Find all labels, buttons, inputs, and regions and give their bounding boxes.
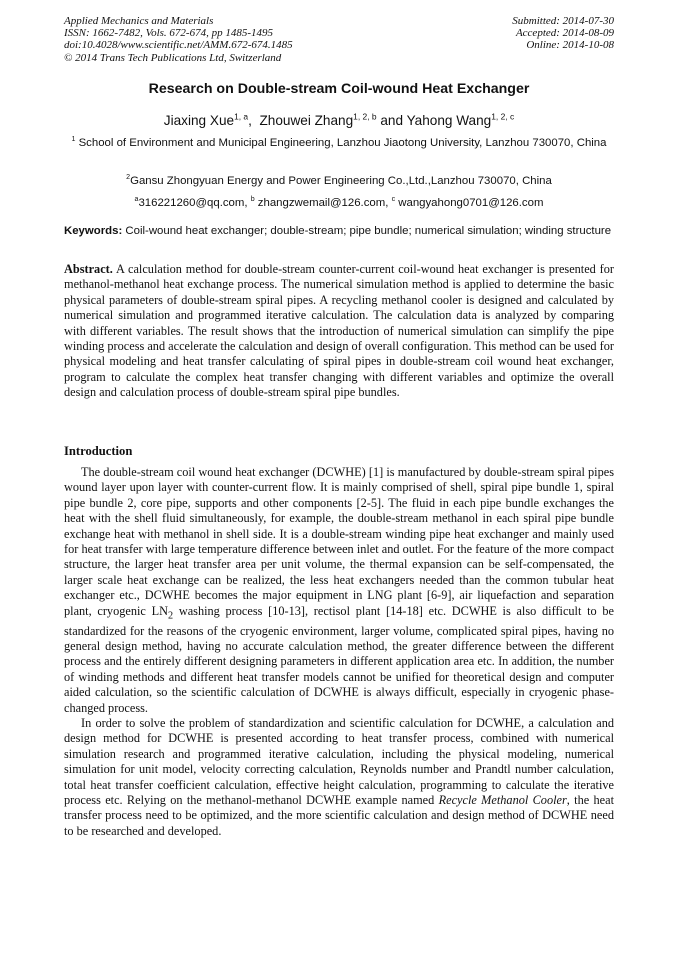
- abstract-label: Abstract.: [64, 262, 113, 276]
- intro-p2-part-b: , the heat transfer process need to be optimized, and the more scientific calculation and design method of DCWHE need to be researched and developed.: [64, 792, 614, 838]
- keywords-text: Coil-wound heat exchanger; double-stream; pipe bundle; numerical simulation; winding structure: [122, 225, 612, 237]
- affiliation-2-text: Gansu Zhongyuan Energy and Power Engineering Co.,Ltd.,Lanzhou 730070, China: [130, 175, 552, 187]
- author-list: [0, 113, 678, 128]
- author-separator-2: and: [376, 113, 407, 128]
- email-c-sup: c: [391, 196, 396, 204]
- doi-line: doi:10.4028/www.scientific.net/AMM.672-674.1485: [64, 39, 293, 52]
- introduction-paragraph-2: [64, 716, 614, 839]
- introduction-body: [64, 465, 614, 839]
- intro-p1-part-b: washing process [10-13], rectisol plant [14-18] etc. DCWHE is also difficult to be standardized for the reasons of the cryogenic environment, larger volume, complicated spiral pipes, having no general design method, having no accurate calculation method, the greater difference between the different process and the entirely different designing parameters in different application area etc. In addition, the number of winding methods and different heat transfer models cannot be unified for theoretical design and computer aided calculation, so the scientific calculation of DCWHE is always difficult, especially in cryogenic phase-changed process.: [64, 603, 615, 715]
- affiliation-1-sup: 1: [71, 136, 76, 144]
- abstract: [64, 262, 614, 401]
- author-2-name: Zhouwei Zhang: [259, 113, 354, 128]
- header-right: [512, 15, 614, 52]
- affiliation-2-sup: 2: [126, 174, 131, 182]
- author-3-sup: 1, 2, c: [491, 111, 515, 122]
- keywords: [64, 224, 614, 239]
- intro-p2-italic: Recycle Methanol Cooler: [438, 792, 567, 807]
- accepted-date: Accepted: 2014-08-09: [515, 27, 614, 40]
- affiliation-1-text: School of Environment and Municipal Engineering, Lanzhou Jiaotong University, Lanzhou 730070, China: [75, 137, 607, 149]
- email-c: wangyahong0701@126.com: [395, 197, 544, 209]
- email-a: 316221260@qq.com,: [138, 197, 251, 209]
- header-left: [64, 15, 293, 64]
- introduction-paragraph-1: [64, 465, 614, 716]
- email-line: [64, 196, 614, 212]
- intro-p2-part-a: In order to solve the problem of standardization and scientific calculation for DCWHE, a calculation and design method for DCWHE is presented according to heat transfer process, combined with numerical simulation research and programmed iterative calculation, including the physical modeling, numerical simulation for unit model, velocity correcting calculation, Reynolds number and Prandtl number calculation, total heat transfer coefficient calculation, effective height calculation, programming to calculate the iterative process etc. Relying on the methanol-methanol DCWHE example named: [64, 715, 614, 807]
- affiliation-2: [64, 174, 614, 190]
- paper-title: Research on Double-stream Coil-wound Heat Exchanger: [148, 81, 530, 97]
- journal-name: Applied Mechanics and Materials: [64, 15, 214, 27]
- abstract-text: A calculation method for double-stream counter-current coil-wound heat exchanger is presented for methanol-methanol heat exchange process. The numerical simulation method is applied to determine the basic physical parameters of double-stream spiral pipes. A recycling methanol cooler is designed and calculated by numerical simulation and programmed iterative calculation. The calculation data is analyzed by comparing with different variables. The result shows that the introduction of numerical simulation can simplify the pipe winding process and accelerate the calculation and design of overall configuration. This method can be used for physical modeling and heat transfer calculating of spiral pipes in double-stream coil wound heat exchanger, program to calculate the complex heat transfer changing with different variables and optimize the overall design and calculation process of double-stream spiral pipe bundles.: [64, 262, 614, 400]
- intro-p1-part-a: The double-stream coil wound heat exchanger (DCWHE) [1] is manufactured by double-stream spiral pipes wound layer upon layer with counter-current flow. It is mainly comprised of shell, spiral pipe bundle 1, spiral pipe bundle 2, core pipe, supports and other components [2-5]. The fluid in each pipe bundle exchanges the heat with the shell fluid simultaneously, for example, the double-stream methanol in each spiral pipe bundle exchange heat with methanol in shell side. It is a double-stream winding pipe heat exchanger and mainly used for heat transfer with large temperature difference between inlet and outlet. For the feature of the more compact structure, the larger heat transfer area per unit volume, the thermal expansion can be self-compensated, the larger scale heat exchange can be realized, the less heat exchangers needed than the common tubular heat exchanger etc., DCWHE becomes the major equipment in LNG plant [6-9], air liquefaction and separation plant, cryogenic LN: [64, 465, 614, 618]
- email-b: zhangzwemail@126.com,: [254, 197, 392, 209]
- intro-p1-subscript: 2: [167, 610, 174, 622]
- issn-line: ISSN: 1662-7482, Vols. 672-674, pp 1485-1495: [64, 27, 273, 40]
- introduction-heading: Introduction: [64, 444, 133, 458]
- online-date: Online: 2014-10-08: [526, 39, 614, 52]
- keywords-label: Keywords:: [64, 225, 123, 237]
- submitted-date: Submitted: 2014-07-30: [512, 15, 614, 27]
- author-2-sup: 1, 2, b: [353, 111, 377, 122]
- email-b-sup: b: [250, 196, 255, 204]
- author-1-name: Jiaxing Xue: [163, 113, 235, 128]
- author-3-name: Yahong Wang: [406, 113, 492, 128]
- author-separator-1: ,: [248, 113, 260, 128]
- email-a-sup: a: [134, 196, 139, 204]
- affiliation-1: [64, 136, 614, 152]
- author-1-sup: 1, a: [234, 111, 249, 122]
- copyright-line: © 2014 Trans Tech Publications Ltd, Switzerland: [64, 51, 282, 64]
